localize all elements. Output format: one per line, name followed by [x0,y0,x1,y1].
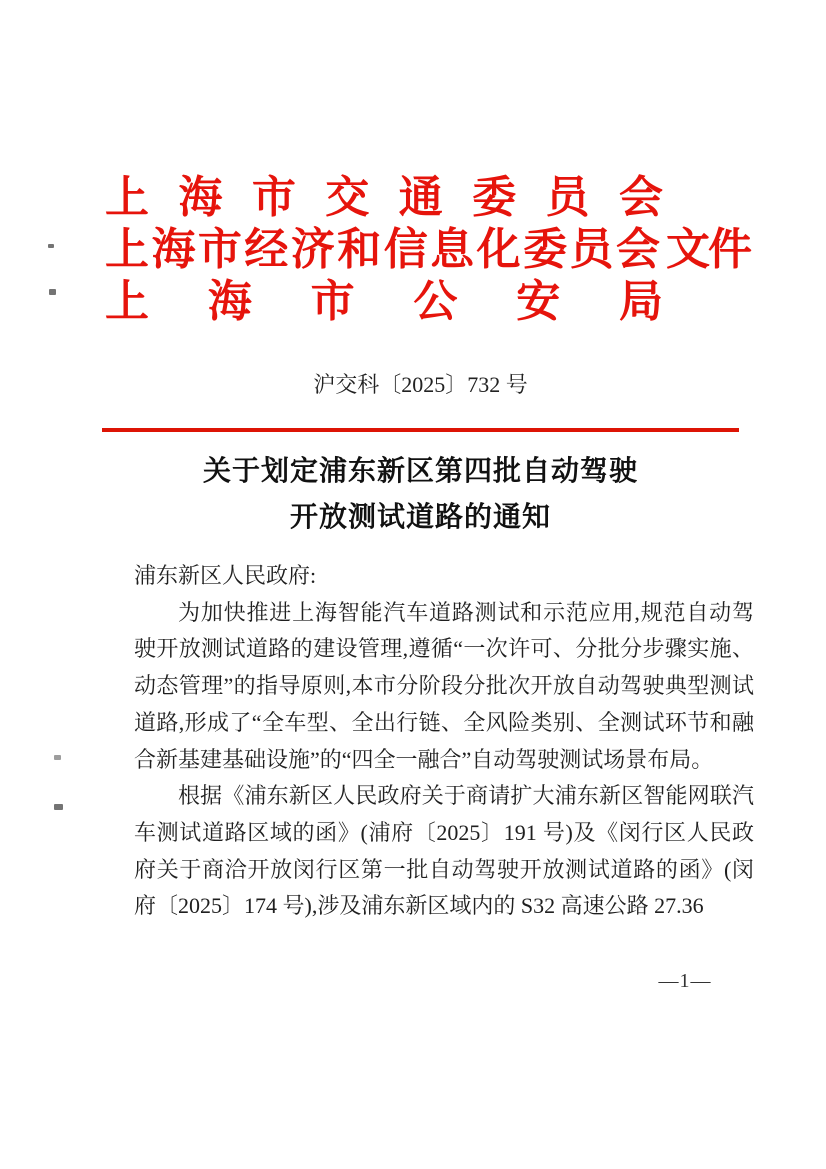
letterhead-row [105,172,750,224]
body-paragraph-2: 根据《浦东新区人民政府关于商请扩大浦东新区智能网联汽车测试道路区域的函》(浦府〔2025〕191 号)及《闵行区人民政府关于商洽开放闵行区第一批自动驾驶开放测试道路的函》(闵府〔2025〕174 号),涉及浦东新区域内的 S32 高速公路 27.36 [134,783,754,919]
org-name-economy-informatization-commission: 上 海 市 经 济 和 信 息 化 委 员 会 [105,225,660,274]
red-separator-rule [102,428,739,432]
scan-speck [48,244,54,248]
letterhead-suffix-wenjian: 文件 [666,225,750,274]
document-number: 沪交科〔2025〕732 号 [313,372,528,397]
document-title-line1: 关于划定浦东新区第四批自动驾驶 [202,456,638,487]
salutation: 浦东新区人民政府: [134,563,317,588]
scan-speck [54,755,61,760]
letterhead-row [105,224,750,276]
scan-speck [49,289,56,295]
letterhead-row [105,276,750,328]
document-title-line2: 开放测试道路的通知 [289,502,551,533]
letterhead [105,172,750,328]
scan-speck [54,804,63,810]
page-number: —1— [658,970,712,992]
document-title [102,449,739,541]
org-name-transport-commission: 上 海 市 交 通 委 员 会 [105,173,663,222]
document-body [134,558,754,925]
body-paragraph-1: 为加快推进上海智能汽车道路测试和示范应用,规范自动驾驶开放测试道路的建设管理,遵循“一次许可、分批分步骤实施、动态管理”的指导原则,本市分阶段分批次开放自动驾驶典型测试道路,形成了“全车型、全出行链、全风险类别、全测试环节和融合新基建基础设施”的“四全一融合”自动驾驶测试场景布局。 [134,599,754,772]
org-name-public-security-bureau: 上 海 市 公 安 局 [105,277,663,326]
